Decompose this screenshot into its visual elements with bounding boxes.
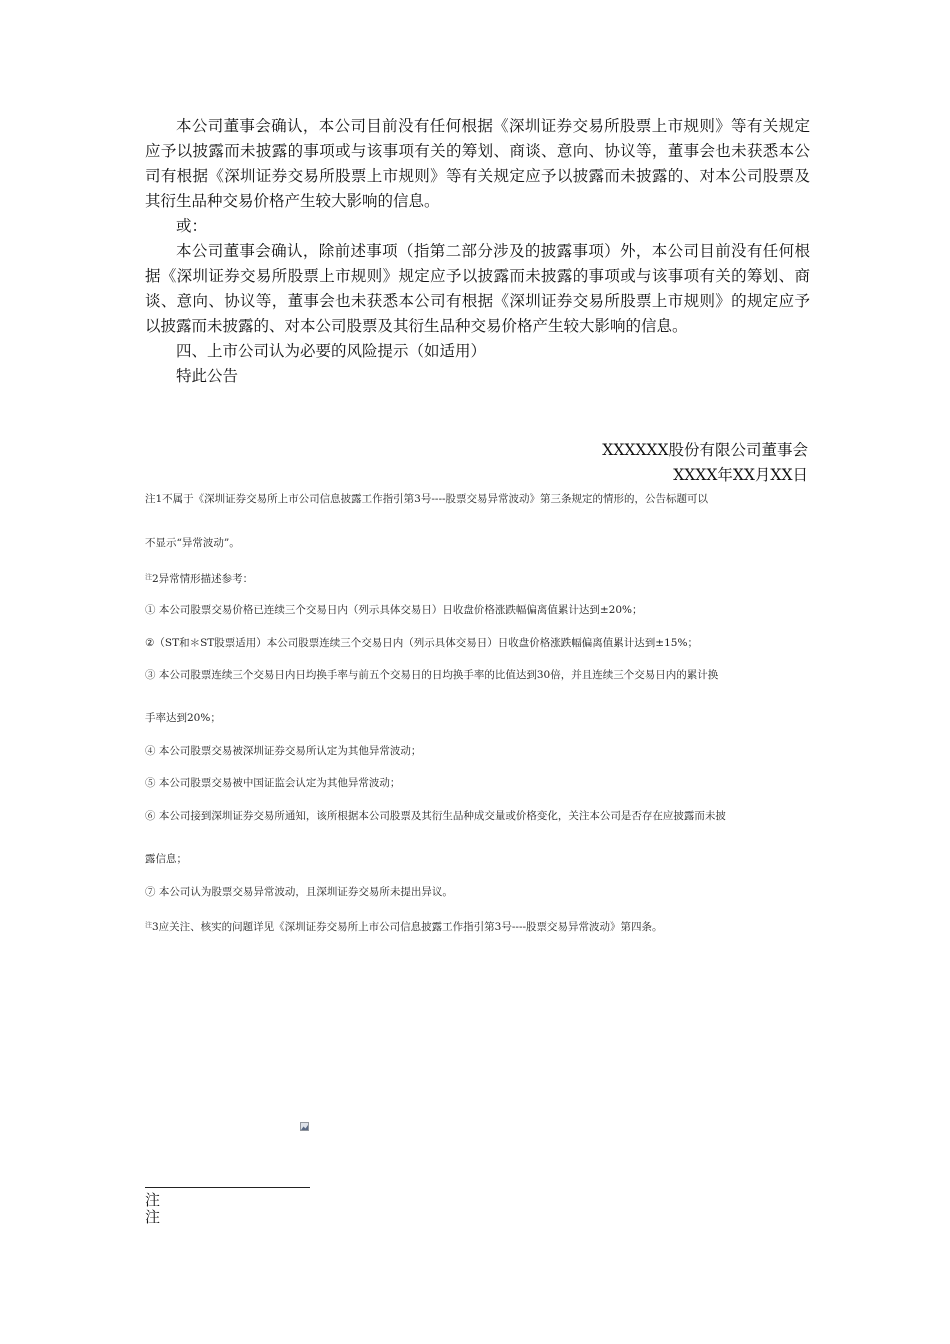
footnote-separator xyxy=(145,1187,310,1188)
note-item-6-line-1: ⑥ 本公司接到深圳证券交易所通知，该所根据本公司股票及其衍生品种成交量或价格变化，关注本公司是否存在应披露而未披 xyxy=(145,810,726,822)
announcement-body xyxy=(145,114,810,389)
footnote-2: 注 xyxy=(145,1208,161,1226)
alternative-marker: 或： xyxy=(176,217,208,235)
note-item-3-line-1: ③ 本公司股票连续三个交易日内日均换手率与前五个交易日的日均换手率的比值达到30倍，并且连续三个交易日内的累计换 xyxy=(145,669,719,681)
note-item-1: ① 本公司股票交易价格已连续三个交易日内（列示具体交易日）日收盘价格涨跌幅偏离值累计达到±20%； xyxy=(145,604,643,616)
note-item-5: ⑤ 本公司股票交易被中国证监会认定为其他异常波动； xyxy=(145,777,401,789)
closing-phrase: 特此公告 xyxy=(176,367,239,385)
note-item-6-line-2: 露信息； xyxy=(145,853,187,865)
signature-company: XXXXXX股份有限公司董事会 xyxy=(602,441,808,459)
note-2-heading xyxy=(145,570,253,586)
note-3 xyxy=(145,918,663,934)
note-3-marker: 注 xyxy=(145,921,152,929)
signature-date: XXXX年XX月XX日 xyxy=(673,466,808,484)
note-1-line-1: 注1不属于《深圳证券交易所上市公司信息披露工作指引第3号----股票交易异常波动》第三条规定的情形的，公告标题可以 xyxy=(145,493,709,505)
signature-block xyxy=(602,438,808,488)
note-1-line-2: 不显示“异常波动”。 xyxy=(145,537,240,549)
footnotes xyxy=(145,1192,160,1226)
note-2-marker: 注 xyxy=(145,573,152,581)
note-3-text: 3应关注、核实的问题详见《深圳证券交易所上市公司信息披露工作指引第3号----股票交易异常波动》第四条。 xyxy=(152,921,663,933)
footnote-1: 注 xyxy=(145,1191,161,1209)
confirmation-paragraph: 本公司董事会确认，本公司目前没有任何根据《深圳证券交易所股票上市规则》等有关规定应予以披露而未披露的事项或与该事项有关的筹划、商谈、意向、协议等，董事会也未获悉本公司有根据《深圳证券交易所股票上市规则》等有关规定应予以披露而未披露的、对本公司股票及其衍生品种交易价格产生较大影响的信息。 xyxy=(145,117,810,210)
image-placeholder-icon xyxy=(300,1122,309,1131)
note-item-7: ⑦ 本公司认为股票交易异常波动，且深圳证券交易所未提出异议。 xyxy=(145,886,453,898)
risk-section-heading: 四、上市公司认为必要的风险提示（如适用） xyxy=(176,342,487,360)
note-2-text: 2异常情形描述参考： xyxy=(152,573,254,585)
alternative-confirmation-paragraph: 本公司董事会确认，除前述事项（指第二部分涉及的披露事项）外，本公司目前没有任何根据《深圳证券交易所股票上市规则》规定应予以披露而未披露的事项或与该事项有关的筹划、商谈、意向、协议等，董事会也未获悉本公司有根据《深圳证券交易所股票上市规则》的规定应予以披露而未披露的、对本公司股票及其衍生品种交易价格产生较大影响的信息。 xyxy=(145,242,810,335)
note-item-4: ④ 本公司股票交易被深圳证券交易所认定为其他异常波动； xyxy=(145,745,422,757)
note-item-2: ②（ST和＊ST股票适用）本公司股票连续三个交易日内（列示具体交易日）日收盘价格涨跌幅偏离值累计达到±15%； xyxy=(145,637,698,649)
note-item-3-line-2: 手率达到20%； xyxy=(145,712,221,724)
